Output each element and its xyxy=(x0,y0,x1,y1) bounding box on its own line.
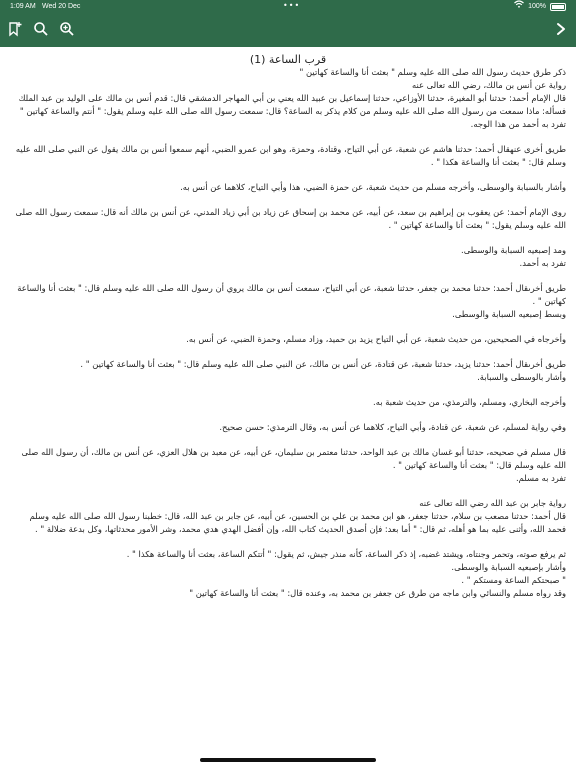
status-bar xyxy=(0,0,576,14)
text-paragraph: وأخرجاه في الصحيحين، من حديث شعبة، عن أبي التياح يزيد بن حميد، وزاد مسلم، وحمزة الضبي، عن أنس به. xyxy=(186,334,566,344)
multitask-dots[interactable]: ••• xyxy=(283,1,301,10)
text-paragraph: قال مسلم في صحيحه، حدثنا أبو غسان مالك بن عبد الواحد، حدثنا معتمر بن سليمان، عن أبيه، عن معبد بن هلال العزي، عن أنس بن مالك، أن رسول الله صلى الله عليه وسلم قال: " بعثت أنا والساعة كهاتين " . تفرد به مسلم. xyxy=(21,447,566,483)
paragraph-list xyxy=(0,66,576,600)
battery-percent: 100% xyxy=(528,3,546,10)
text-paragraph: رواية جابر بن عبد الله رضي الله تعالى عنه قال أحمد: حدثنا مصعب بن سلام، حدثنا جعفر، هو ابن محمد بن علي بن الحسين، عن أبيه، عن جابر بن عبد الله، قال: خطبنا رسول الله صلى الله عليه وسلم فحمد الله، وأثنى عليه بما هو أهله، ثم قال: " أما بعد: فإن أصدق الحديث كتاب الله، وإن أفضل الهدي هدي محمد، وشر الأمور محدثاتها، وكل بدعة ضلالة " . xyxy=(29,498,566,534)
toolbar xyxy=(0,14,576,47)
home-indicator[interactable] xyxy=(200,758,376,762)
text-paragraph: طريق أخرىقال أحمد: حدثنا محمد بن جعفر، حدثنا شعبة، عن أبي التياح، سمعت أنس بن مالك يروي أن رسول الله صلى الله عليه وسلم قال: " بعثت أنا والساعة كهاتين " . وبسط إصبعيه السبابة والوسطى. xyxy=(17,283,566,319)
text-paragraph: وأخرجه البخاري، ومسلم، والترمذي، من حديث شعبة به. xyxy=(373,397,566,407)
top-bar xyxy=(0,0,576,47)
wifi-icon xyxy=(514,0,524,14)
text-paragraph: ذكر طرق حديث رسول الله صلى الله عليه وسلم " بعثت أنا والساعة كهاتين " رواية عن أنس بن مالك، رضي الله تعالى عنه قال الإمام أحمد: حدثنا أبو المغيرة، حدثنا الأوزاعي، حدثنا إسماعيل بن عبيد الله يعني بن أبي المهاجر الدمشقي قال: قدم أنس بن مالك على الوليد بن عبد الملك فسأله: ماذا سمعت من رسول الله صلى الله عليه وسلم من كلام يذكر به الساعة؟ قال: سمعت رسول الله صلى الله عليه وسلم يقول: " أنتم والساعة كهاتين " تفرد به أحمد من هذا الوجه. xyxy=(18,67,566,129)
chevron-right-icon[interactable] xyxy=(552,20,570,38)
zoom-in-icon[interactable] xyxy=(58,20,76,38)
text-paragraph: ومد إصبعيه السبابة والوسطى. تفرد به أحمد. xyxy=(461,245,566,268)
bookmark-plus-icon[interactable] xyxy=(6,20,24,38)
text-paragraph: ثم يرفع صوته، وتحمر وجنتاه، ويشتد غضبه، إذ ذكر الساعة، كأنه منذر جيش، ثم يقول: " أتتكم الساعة، بعثت أنا والساعة هكذا " . وأشار بإصبعيه السبابة والوسطى. " صبحتكم الساعة ومستكم " . وقد رواه مسلم والنسائي وابن ماجه من طرق عن جعفر بن محمد به، وعنده قال: " بعثت أنا والساعة كهاتين " xyxy=(126,549,566,598)
status-time: 1:09 AM xyxy=(10,3,36,10)
text-paragraph: طريق أخرىقال أحمد: حدثنا يزيد، حدثنا شعبة، عن قتادة، عن أنس بن مالك، عن النبي صلى الله عليه وسلم قال: " بعثت أنا والساعة كهاتين " . وأشار بالوسطى والسبابة. xyxy=(80,359,566,382)
battery-icon xyxy=(550,3,566,11)
text-paragraph: طريق أخرى عنهقال أحمد: حدثنا هاشم عن شعبة، عن أبي التياح، وقتادة، وحمزة، وهو ابن عمرو الضبي، أنهم سمعوا أنس بن مالك يقول عن النبي صلى الله عليه وسلم قال: " بعثت أنا والساعة هكذا " . xyxy=(15,144,566,167)
search-icon[interactable] xyxy=(32,20,50,38)
status-right xyxy=(514,0,566,14)
status-date: Wed 20 Dec xyxy=(42,3,81,10)
text-paragraph: وأشار بالسبابة والوسطى، وأخرجه مسلم من حديث شعبة، عن حمزة الضبي، هذا وأبي التياح، كلاهما عن أنس به. xyxy=(180,182,566,192)
text-paragraph: روى الإمام أحمد: عن يعقوب بن إبراهيم بن سعد، عن أبيه، عن محمد بن إسحاق عن زياد بن أبي زياد المدني، عن أنس بن مالك أنه قال: سمعت رسول الله صلى الله عليه وسلم يقول: " بعثت أنا والساعة كهاتين " . xyxy=(15,207,566,230)
reader-content[interactable] xyxy=(0,47,576,768)
text-paragraph: وفي رواية لمسلم، عن شعبة، عن قتادة، وأبي التياح، كلاهما عن أنس به، وقال الترمذي: حسن صحيح. xyxy=(219,422,566,432)
chapter-title: قرب الساعة (1) xyxy=(249,53,327,66)
